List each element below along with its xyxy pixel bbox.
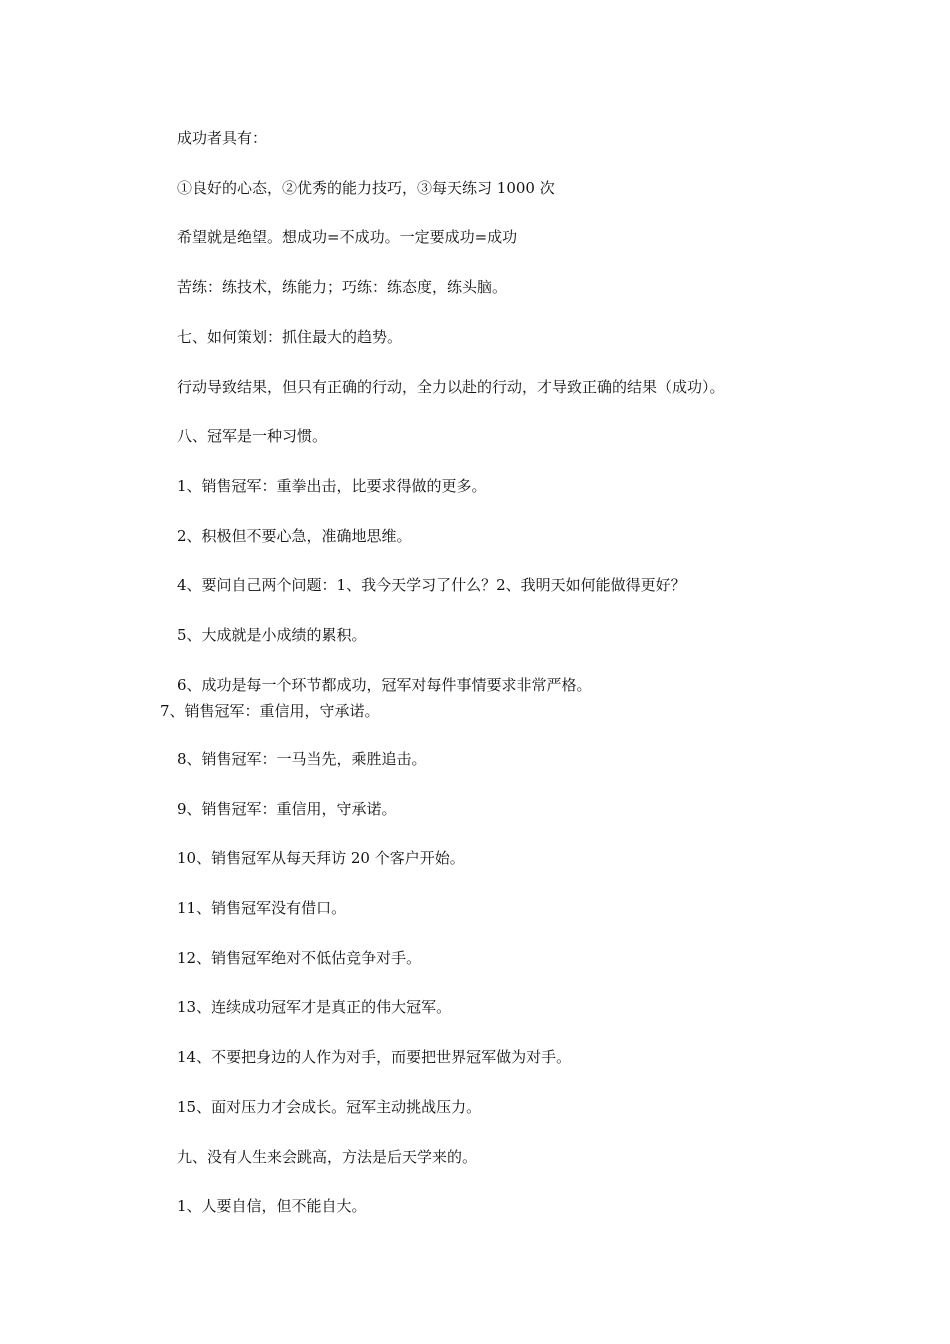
- list-item-2: 2、积极但不要心急，准确地思维。: [177, 527, 412, 545]
- list-item-6: 6、成功是每一个环节都成功，冠军对每件事情要求非常严格。: [177, 676, 592, 694]
- list-item-10: 10、销售冠军从每天拜访 20 个客户开始。: [177, 849, 465, 867]
- list-item-9-1: 1、人要自信，但不能自大。: [177, 1197, 367, 1215]
- paragraph-2: ①良好的心态，②优秀的能力技巧，③每天练习 1000 次: [177, 179, 555, 197]
- list-item-12: 12、销售冠军绝对不低估竞争对手。: [177, 949, 422, 967]
- list-item-5: 5、大成就是小成绩的累积。: [177, 626, 367, 644]
- list-item-1: 1、销售冠军：重拳出击，比要求得做的更多。: [177, 477, 487, 495]
- list-item-9: 9、销售冠军：重信用，守承诺。: [177, 800, 397, 818]
- list-item-14: 14、不要把身边的人作为对手，而要把世界冠军做为对手。: [177, 1048, 572, 1066]
- list-item-13: 13、连续成功冠军才是真正的伟大冠军。: [177, 998, 452, 1016]
- section-heading-7: 七、如何策划：抓住最大的趋势。: [177, 328, 403, 346]
- paragraph-4: 苦练：练技术，练能力；巧练：练态度，练头脑。: [177, 278, 508, 296]
- paragraph-6: 行动导致结果，但只有正确的行动，全力以赴的行动，才导致正确的结果（成功）。: [177, 378, 725, 396]
- section-heading-9: 九、没有人生来会跳高，方法是后天学来的。: [177, 1148, 478, 1166]
- list-item-15: 15、面对压力才会成长。冠军主动挑战压力。: [177, 1098, 482, 1116]
- list-item-8: 8、销售冠军：一马当先，乘胜追击。: [177, 750, 427, 768]
- section-heading-8: 八、冠军是一种习惯。: [177, 427, 328, 445]
- paragraph-3: 希望就是绝望。想成功=不成功。一定要成功=成功: [177, 228, 518, 246]
- paragraph-1: 成功者具有：: [177, 129, 268, 147]
- list-item-11: 11、销售冠军没有借口。: [177, 899, 347, 917]
- list-item-7: 7、销售冠军：重信用，守承诺。: [160, 702, 380, 720]
- list-item-4: 4、要问自己两个问题：1、我今天学习了什么？2、我明天如何能做得更好？: [177, 576, 686, 594]
